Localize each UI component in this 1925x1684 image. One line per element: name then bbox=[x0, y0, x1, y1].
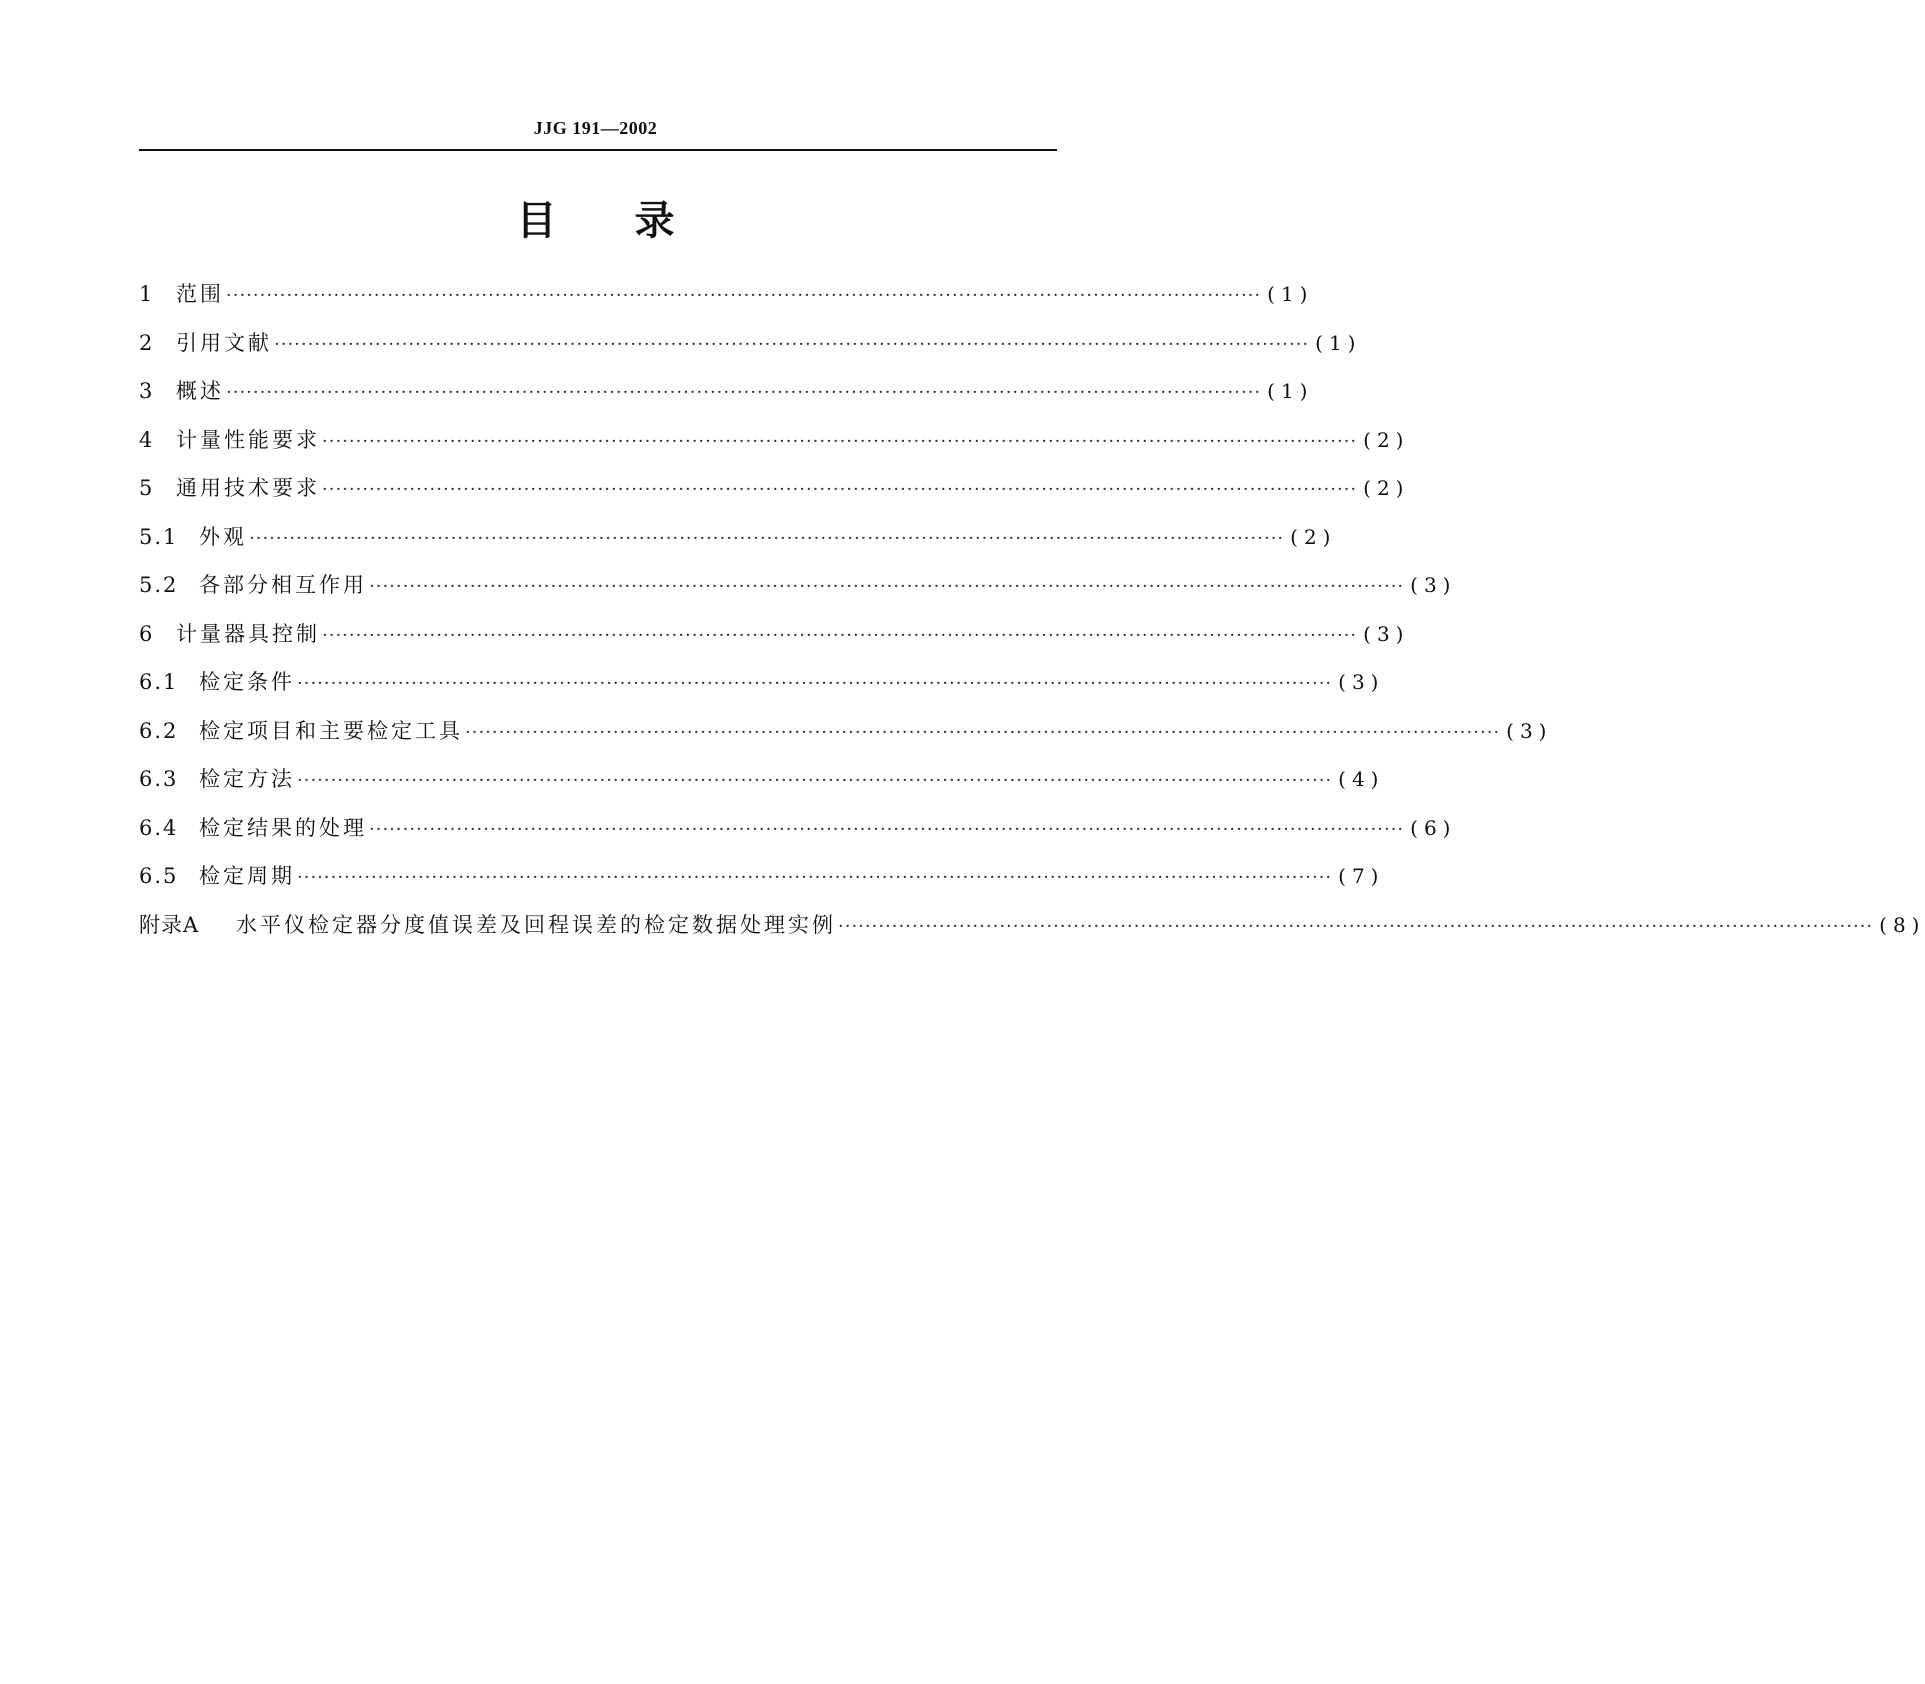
dot-leader: ·························································································································································· bbox=[322, 430, 1358, 452]
dot-leader: ·························································································································································· bbox=[274, 333, 1310, 355]
header-rule bbox=[139, 149, 1057, 151]
toc-list bbox=[139, 270, 1925, 949]
toc-entry-number: 5.2 bbox=[139, 573, 179, 597]
toc-entry-title: 水平仪检定器分度值误差及回程误差的检定数据处理实例 bbox=[236, 912, 836, 937]
toc-entry-page: (3) bbox=[1506, 718, 1553, 743]
dot-leader: ·························································································································································· bbox=[322, 479, 1358, 500]
toc-entry[interactable] bbox=[139, 755, 1385, 804]
toc-entry-page: (2) bbox=[1290, 524, 1337, 549]
toc-entry-title: 检定条件 bbox=[199, 670, 295, 694]
toc-entry-title: 检定方法 bbox=[199, 767, 295, 791]
toc-entry-number: 6.2 bbox=[139, 718, 179, 743]
toc-entry-number: 6.3 bbox=[139, 767, 179, 791]
document-code-header: JJG 191—2002 bbox=[533, 118, 658, 138]
toc-entry-page: (3) bbox=[1363, 621, 1410, 646]
toc-entry[interactable] bbox=[139, 464, 1410, 513]
toc-entry-page: (6) bbox=[1410, 815, 1457, 840]
toc-entry-page: (4) bbox=[1338, 767, 1385, 791]
toc-entry-title: 外观 bbox=[199, 524, 247, 549]
dot-leader: ·························································································································································· bbox=[838, 915, 1874, 937]
dot-leader: ·························································································································································· bbox=[297, 770, 1333, 791]
toc-entry-number: 6.4 bbox=[139, 815, 179, 840]
toc-entry[interactable] bbox=[139, 270, 1314, 319]
toc-entry[interactable] bbox=[139, 561, 1457, 610]
toc-entry-page: (1) bbox=[1267, 282, 1314, 306]
dot-leader: ·························································································································································· bbox=[369, 818, 1405, 840]
toc-entry-page: (7) bbox=[1338, 864, 1385, 888]
toc-entry-page: (3) bbox=[1338, 670, 1385, 694]
toc-title bbox=[0, 196, 1191, 246]
dot-leader: ·························································································································································· bbox=[322, 624, 1358, 646]
toc-entry-number: 附录A bbox=[139, 912, 200, 937]
dot-leader: ·························································································································································· bbox=[465, 721, 1501, 743]
toc-entry-title: 各部分相互作用 bbox=[199, 573, 367, 597]
dot-leader: ·························································································································································· bbox=[226, 382, 1262, 403]
toc-entry-number: 1 bbox=[139, 282, 155, 306]
toc-title-char-2: 录 bbox=[634, 198, 675, 244]
toc-entry[interactable] bbox=[139, 416, 1410, 465]
dot-leader: ·························································································································································· bbox=[297, 673, 1333, 694]
toc-entry-title: 计量器具控制 bbox=[176, 621, 320, 646]
toc-entry[interactable] bbox=[139, 513, 1337, 562]
toc-entry-number: 6.1 bbox=[139, 670, 179, 694]
dot-leader: ·························································································································································· bbox=[226, 285, 1262, 306]
toc-entry-appendix[interactable] bbox=[139, 901, 1925, 950]
toc-entry-title: 计量性能要求 bbox=[176, 427, 320, 452]
toc-entry-number: 5.1 bbox=[139, 524, 179, 549]
dot-leader: ·························································································································································· bbox=[249, 527, 1285, 549]
toc-entry-number: 5 bbox=[139, 476, 155, 500]
toc-entry-page: (3) bbox=[1410, 573, 1457, 597]
toc-entry[interactable] bbox=[139, 367, 1314, 416]
toc-entry[interactable] bbox=[139, 319, 1362, 368]
toc-entry-title: 检定项目和主要检定工具 bbox=[199, 718, 463, 743]
toc-entry-title: 引用文献 bbox=[176, 330, 272, 355]
toc-entry-number: 2 bbox=[139, 330, 155, 355]
toc-title-char-1: 目 bbox=[516, 198, 557, 244]
toc-entry-title: 范围 bbox=[176, 282, 224, 306]
toc-entry-page: (8) bbox=[1879, 912, 1925, 937]
toc-entry-page: (2) bbox=[1363, 427, 1410, 452]
toc-entry-title: 检定结果的处理 bbox=[199, 815, 367, 840]
toc-entry-page: (1) bbox=[1315, 330, 1362, 355]
dot-leader: ·························································································································································· bbox=[369, 576, 1405, 597]
toc-entry-page: (1) bbox=[1267, 379, 1314, 403]
toc-entry-number: 6 bbox=[139, 621, 155, 646]
toc-entry-title: 通用技术要求 bbox=[176, 476, 320, 500]
toc-entry-number: 3 bbox=[139, 379, 155, 403]
toc-entry-number: 4 bbox=[139, 427, 155, 452]
toc-entry-page: (2) bbox=[1363, 476, 1410, 500]
toc-entry[interactable] bbox=[139, 707, 1553, 756]
toc-entry-title: 检定周期 bbox=[199, 864, 295, 888]
toc-entry[interactable] bbox=[139, 852, 1385, 901]
toc-entry[interactable] bbox=[139, 658, 1385, 707]
toc-entry-number: 6.5 bbox=[139, 864, 179, 888]
toc-entry-title: 概述 bbox=[176, 379, 224, 403]
dot-leader: ·························································································································································· bbox=[297, 867, 1333, 888]
toc-entry[interactable] bbox=[139, 610, 1410, 659]
toc-entry[interactable] bbox=[139, 804, 1457, 853]
